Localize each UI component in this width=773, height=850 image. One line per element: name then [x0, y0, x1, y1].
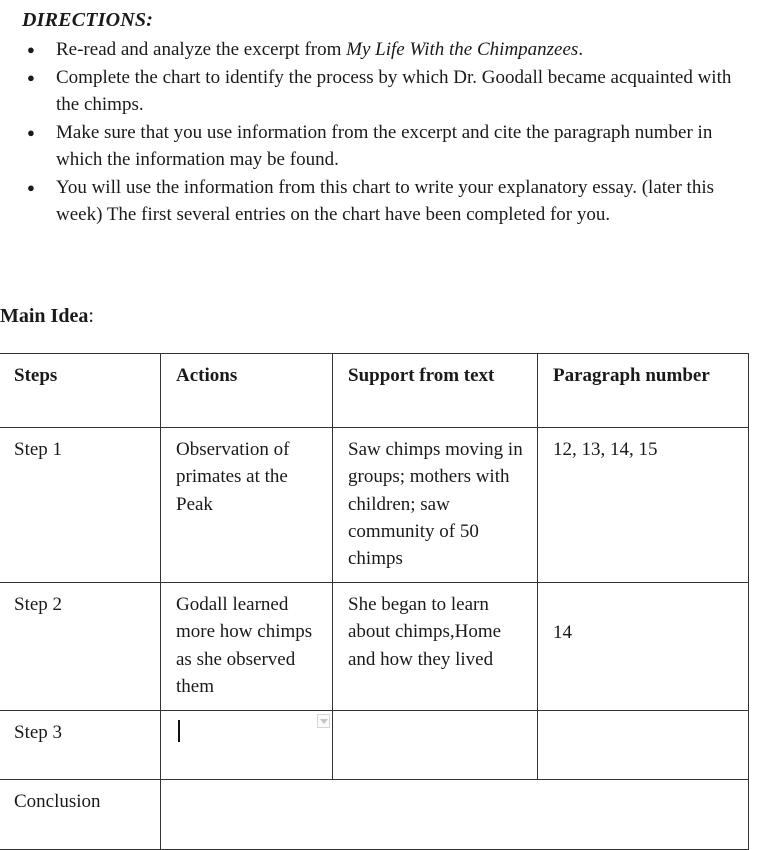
conclusion-label[interactable]: Conclusion: [0, 780, 161, 850]
header-paragraph: Paragraph number: [538, 354, 749, 428]
directions-list: [0, 36, 773, 229]
step-cell[interactable]: Step 2: [0, 583, 161, 711]
support-cell[interactable]: [333, 711, 538, 780]
action-cell-active[interactable]: [161, 711, 333, 780]
paragraph-cell[interactable]: 14: [538, 583, 749, 711]
table-header-row: [0, 354, 749, 428]
direction-item-4: ● You will use the information from this chart to write your explanatory essay. (later this week) The first several entries on the chart have been completed for you.: [0, 174, 773, 229]
table-row: [0, 583, 749, 711]
directions-title: DIRECTIONS:: [22, 9, 154, 31]
main-idea-label: Main Idea: [0, 305, 89, 327]
header-actions: Actions: [161, 354, 333, 428]
header-steps: Steps: [0, 354, 161, 428]
paragraph-cell[interactable]: 12, 13, 14, 15: [538, 428, 749, 583]
process-chart: [0, 353, 749, 850]
text-cursor: [178, 720, 180, 742]
direction-item-3: ● Make sure that you use information from the excerpt and cite the paragraph number in which the information may be found.: [0, 119, 773, 174]
support-cell[interactable]: Saw chimps moving in groups; mothers with children; saw community of 50 chimps: [333, 428, 538, 583]
action-cell[interactable]: Godall learned more how chimps as she observed them: [161, 583, 333, 711]
dropdown-arrow-icon[interactable]: [317, 714, 330, 728]
step-cell[interactable]: Step 1: [0, 428, 161, 583]
main-idea[interactable]: Main Idea:: [0, 305, 94, 327]
table-row: [0, 711, 749, 780]
book-title: My Life With the Chimpanzees: [346, 39, 579, 60]
step-cell[interactable]: Step 3: [0, 711, 161, 780]
paragraph-cell[interactable]: [538, 711, 749, 780]
table-row: [0, 428, 749, 583]
conclusion-cell[interactable]: [161, 780, 749, 850]
header-support: Support from text: [333, 354, 538, 428]
direction-item-2: ● Complete the chart to identify the process by which Dr. Goodall became acquainted with the chimps.: [0, 64, 773, 119]
action-cell[interactable]: Observation of primates at the Peak: [161, 428, 333, 583]
conclusion-row: [0, 780, 749, 850]
support-cell[interactable]: She began to learn about chimps,Home and how they lived: [333, 583, 538, 711]
direction-item-1: ● Re-read and analyze the excerpt from My Life With the Chimpanzees.: [0, 36, 773, 64]
